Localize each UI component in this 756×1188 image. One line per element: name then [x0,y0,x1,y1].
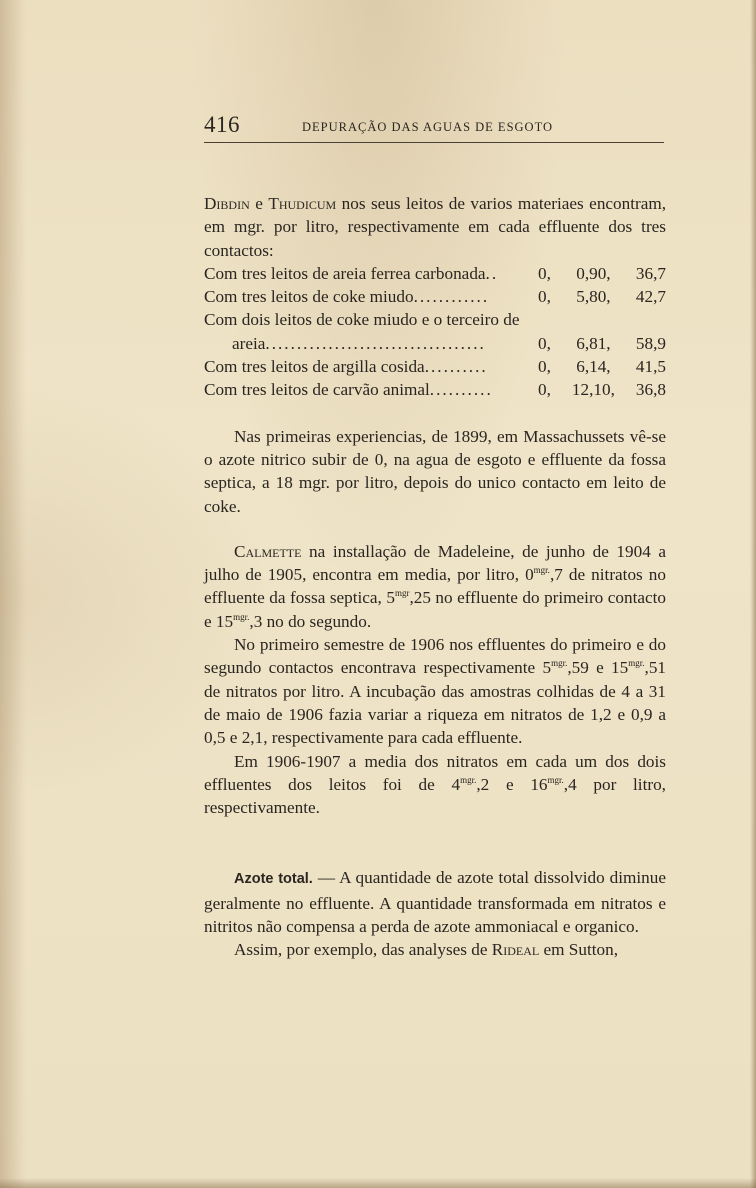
paragraph-calmette: Calmette na installação de Madeleine, de junho de 1904 a julho de 1905, encontra em media, por litro, $0^{mgr.},7$ de nitratos no effluente da fossa septica, $5^{mgr},25$ no effluente do primeiro contacto e $15^{mgr.},3$ no do segundo. [204,541,666,631]
author-name: Dibdin [204,194,250,213]
page-shadow-right [750,0,756,1188]
unit-superscript: mgr. [533,565,550,576]
section-spacer [204,819,666,866]
table-row: areia ................................... 0, 6,81, 58,9 [232,333,666,353]
unit-superscript: mgr. [547,774,564,785]
paragraph-massachussets: Nas primeiras experiencias, de 1899, em Massachussets vê-se o azote nitrico subir de 0, na agua de esgoto e effluente da fossa septica, a 18 mgr. por litro, depois do unico contacto em leito de coke. [204,426,666,516]
body-text [204,192,666,962]
paragraph-dibdin: Dibdin e Thudicum nos seus leitos de varios materiaes encontram, em mgr. por litro, respectivamente em cada effluente dos tres contactos: [204,194,667,260]
paragraph-spacer [204,518,666,540]
table-row: Com tres leitos de coke miudo ............ 0, 5,80, 42,7 [204,287,666,307]
paragraph-spacer [204,402,666,425]
author-name: Thudicum [268,194,337,213]
table-row: Com dois leitos de coke miudo e o terceiro de [204,310,520,330]
unit-superscript: mgr. [460,774,477,785]
paragraph-1906-1907: Em 1906-1907 a media dos nitratos em cada um dos dois effluentes dos leitos foi de $4^{mgr.},2$ e $16^{mgr.},4$ por litro, respectivamente. [204,751,666,818]
unit-superscript: mgr. [551,658,568,669]
section-heading: Azote total. [234,871,313,888]
running-title: DEPURAÇÃO DAS AGUAS DE ESGOTO [302,120,554,134]
page-shadow-bottom [0,1178,756,1188]
unit-superscript: mgr. [628,658,645,669]
page-shadow-left [0,0,26,1188]
unit-superscript: mgr. [233,611,250,622]
page-number: 416 [204,112,240,137]
page-header [204,112,666,142]
paragraph-semestre-1906: No primeiro semestre de 1906 nos effluentes do primeiro e do segundo contactos encontrava respectivamente $5^{mgr.},59$ e $15^{mgr.},51$ de nitratos por litro. A incubação das amostras colhidas de 4 a 31 de maio de 1906 fazia variar a riqueza em nitratos de 1,2 e 0,9 a 0,5 e 2,1, respectivamente para cada effluente. [204,635,666,748]
table-row: Com tres leitos de areia ferrea carbonada .. 0, 0,90, 36,7 [204,263,666,283]
unit-superscript: mgr [394,588,410,599]
author-name: Rideal [491,940,540,960]
paragraph-rideal: Assim, por exemplo, das analyses de Rideal em Sutton, [234,940,618,960]
results-table [204,262,666,402]
paragraph-azote-total: Azote total. — A quantidade de azote total dissolvido diminue geralmente no effluente. A quantidade transformada em nitratos e nitritos não compensa a perda de azote ammoniacal e organico. [204,868,666,937]
table-row: Com tres leitos de carvão animal .......... 0, 12,10, 36,8 [204,380,666,400]
header-rule [204,142,664,143]
table-row: Com tres leitos de argilla cosida .......... 0, 6,14, 41,5 [204,357,666,377]
author-name: Calmette [234,541,302,561]
